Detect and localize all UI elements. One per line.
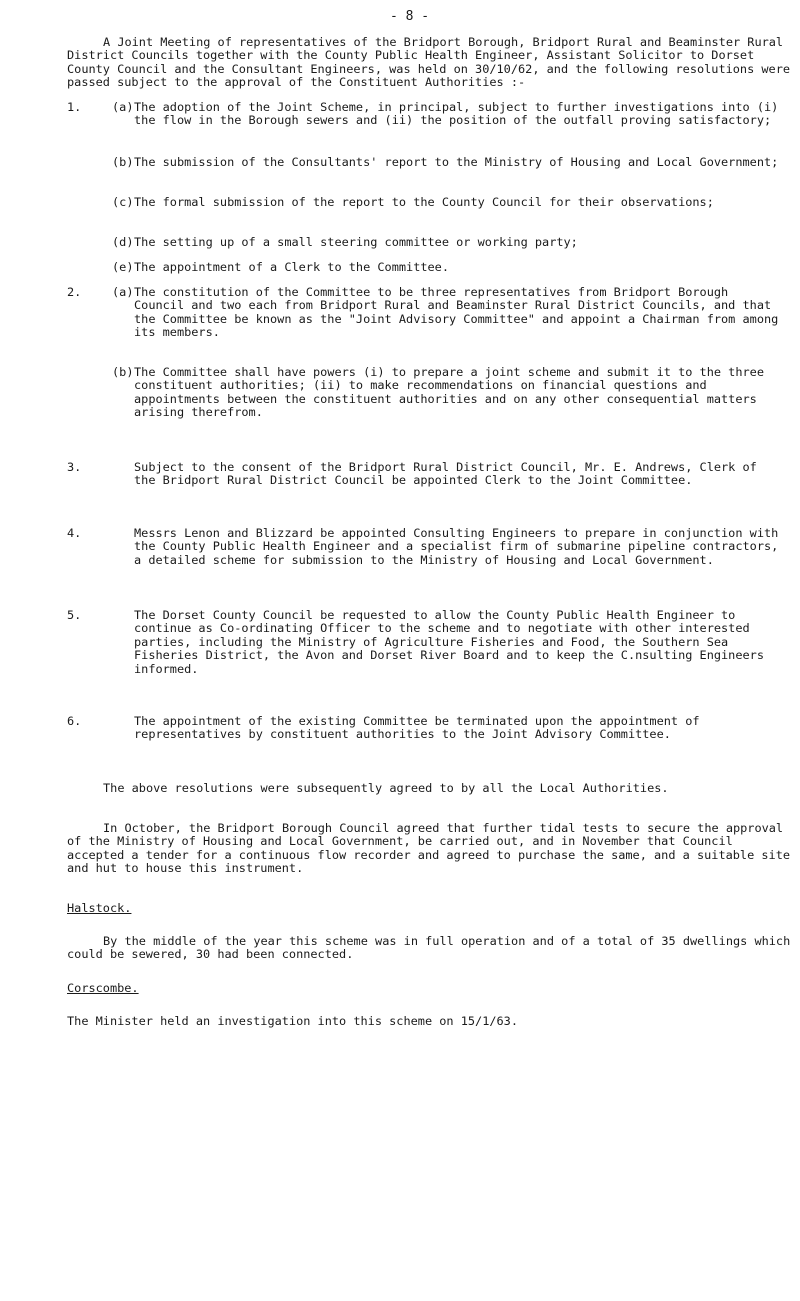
resolution-number: 6. bbox=[67, 714, 82, 728]
resolution-text: Subject to the consent of the Bridport Rural District Council, Mr. E. Andrews, Clerk of the Bridport Rural District Council be appointed Clerk to the Joint Committee. bbox=[134, 460, 757, 488]
item-label: (b) bbox=[112, 365, 134, 379]
resolutions-agreed: The above resolutions were subsequently agreed to by all the Local Authorities. bbox=[103, 781, 669, 795]
item-label: (b) bbox=[112, 155, 134, 169]
item-label: (a) bbox=[112, 285, 134, 299]
halstock-paragraph: By the middle of the year this scheme was in full operation and of a total of 35 dwellings which could be sewered, 30 had been connected. bbox=[67, 934, 791, 962]
page-number: - 8 - bbox=[390, 9, 430, 24]
resolution-text: The appointment of the existing Committee be terminated upon the appointment of representatives by constituent authorities to the Joint Advisory Committee. bbox=[134, 714, 700, 742]
resolution-number: 3. bbox=[67, 460, 82, 474]
corscombe-heading: Corscombe. bbox=[67, 981, 139, 995]
item-text: The adoption of the Joint Scheme, in principal, subject to further investigations into (i) the flow in the Borough sewers and (ii) the position of the outfall proving satisfactory; bbox=[134, 100, 779, 128]
item-label: (a) bbox=[112, 100, 134, 114]
item-label: (c) bbox=[112, 195, 134, 209]
item-text: The setting up of a small steering committee or working party; bbox=[134, 235, 578, 249]
resolution-number: 2. bbox=[67, 285, 82, 299]
corscombe-paragraph: The Minister held an investigation into this scheme on 15/1/63. bbox=[67, 1014, 519, 1028]
item-text: The Committee shall have powers (i) to prepare a joint scheme and submit it to the three constituent authorities; (ii) to make recommendations on financial questions and appointments between the constituent authorities and on any other consequential matters arising therefrom. bbox=[134, 365, 764, 420]
resolution-text: The Dorset County Council be requested to allow the County Public Health Engineer to continue as Co-ordinating Officer to the scheme and to negotiate with other interested parties, including the Ministry of Agriculture Fisheries and Food, the Southern Sea Fisheries District, the Avon and Dorset River Board and to keep the C.nsulting Engineers informed. bbox=[134, 608, 764, 676]
resolution-number: 5. bbox=[67, 608, 82, 622]
item-text: The formal submission of the report to the County Council for their observations; bbox=[134, 195, 714, 209]
item-label: (e) bbox=[112, 260, 134, 274]
resolution-text: Messrs Lenon and Blizzard be appointed Consulting Engineers to prepare in conjunction with the County Public Health Engineer and a specialist firm of submarine pipeline contractors, a detailed scheme for submission to the Ministry of Housing and Local Government. bbox=[134, 526, 779, 567]
intro-paragraph: A Joint Meeting of representatives of the Bridport Borough, Bridport Rural and Beaminster Rural District Councils together with the County Public Health Engineer, Assistant Solicitor to Dorset County Council and the Consultant Engineers, was held on 30/10/62, and the following resolutions were passed subject to the approval of the Constituent Authorities :- bbox=[67, 35, 791, 90]
item-label: (d) bbox=[112, 235, 134, 249]
item-text: The appointment of a Clerk to the Committee. bbox=[134, 260, 449, 274]
october-paragraph: In October, the Bridport Borough Council agreed that further tidal tests to secure the approval of the Ministry of Housing and Local Government, be carried out, and in November that Council accepted a tender for a continuous flow recorder and agreed to purchase the same, and a suitable site and hut to house this instrument. bbox=[67, 821, 791, 876]
resolution-number: 1. bbox=[67, 100, 82, 114]
halstock-heading: Halstock. bbox=[67, 901, 132, 915]
item-text: The constitution of the Committee to be three representatives from Bridport Borough Council and two each from Bridport Rural and Beaminster Rural District Councils, and that the Committee be known as the "Joint Advisory Committee" and appoint a Chairman from among its members. bbox=[134, 285, 779, 340]
resolution-number: 4. bbox=[67, 526, 82, 540]
item-text: The submission of the Consultants' report to the Ministry of Housing and Local Government; bbox=[134, 155, 779, 169]
